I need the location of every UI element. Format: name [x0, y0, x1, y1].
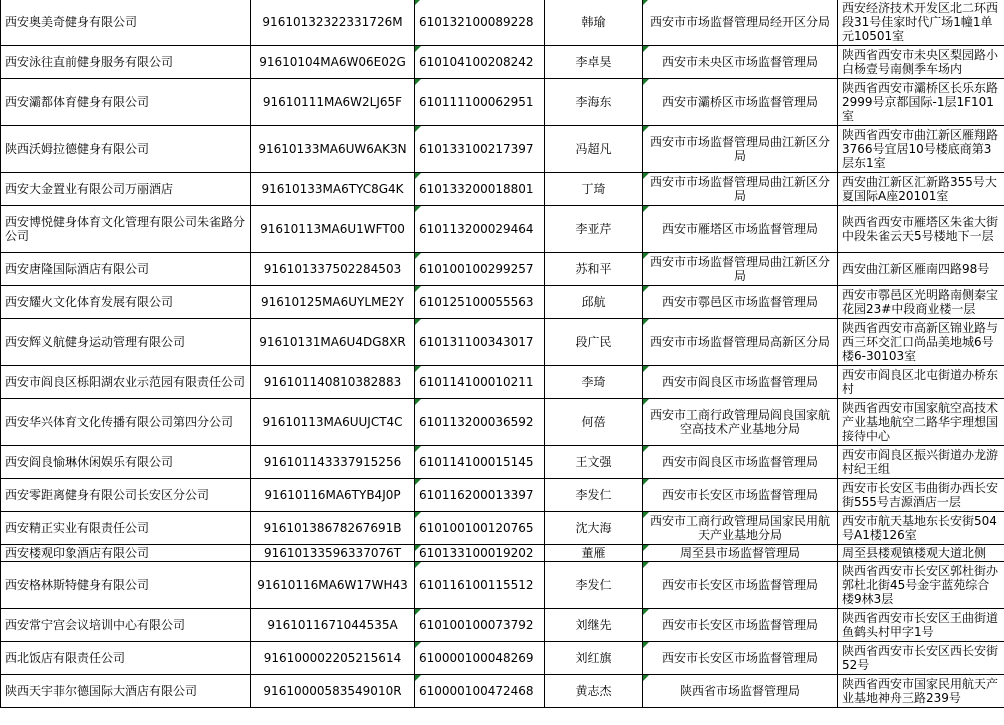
cell-legal-representative[interactable]: 董雁	[545, 545, 643, 562]
cell-registration-authority[interactable]: 西安市阎良区市场监督管理局	[643, 366, 838, 399]
cell-registration-number[interactable]: 610114100010211	[415, 366, 545, 399]
cell-credit-code[interactable]: 91610000583549010R	[251, 675, 415, 708]
cell-credit-code[interactable]: 9161011671044535A	[251, 609, 415, 642]
cell-credit-code[interactable]: 91610133MA6UW6AK3N	[251, 126, 415, 173]
cell-registration-number[interactable]: 610114100015145	[415, 446, 545, 479]
cell-credit-code[interactable]: 91610138678267691B	[251, 512, 415, 545]
cell-company-name[interactable]: 西安常宁宫会议培训中心有限公司	[1, 609, 251, 642]
cell-legal-representative[interactable]: 刘红旗	[545, 642, 643, 675]
cell-legal-representative[interactable]: 李发仁	[545, 562, 643, 609]
cell-company-name[interactable]: 陕西沃姆拉德健身有限公司	[1, 126, 251, 173]
cell-legal-representative[interactable]: 黄志杰	[545, 675, 643, 708]
cell-address[interactable]: 西安市长安区韦曲街办西长安街555号吉源酒店一层	[838, 479, 1004, 512]
cell-address[interactable]: 西安市鄠邑区光明路南侧秦宝花园23#中段商业楼一层	[838, 286, 1004, 319]
cell-registration-number[interactable]: 610133200018801	[415, 173, 545, 206]
cell-address[interactable]: 陕西省西安市曲江新区雁翔路3766号宜居10号楼底商第3层东1室	[838, 126, 1004, 173]
table-row	[1, 446, 1004, 479]
cell-credit-code[interactable]: 91610125MA6UYLME2Y	[251, 286, 415, 319]
cell-legal-representative[interactable]: 刘继先	[545, 609, 643, 642]
cell-address[interactable]: 周至县楼观镇楼观大道北侧	[838, 545, 1004, 562]
cell-address[interactable]: 陕西省西安市雁塔区朱雀大街中段朱雀云天5号楼地下一层	[838, 206, 1004, 253]
cell-registration-authority[interactable]: 西安市市场监督管理局高新区分局	[643, 319, 838, 366]
cell-legal-representative[interactable]: 段广民	[545, 319, 643, 366]
cell-company-name[interactable]: 陕西天宇菲尔德国际大酒店有限公司	[1, 675, 251, 708]
cell-legal-representative[interactable]: 李琦	[545, 366, 643, 399]
cell-registration-number[interactable]: 610125100055563	[415, 286, 545, 319]
cell-registration-authority[interactable]: 西安市长安区市场监督管理局	[643, 479, 838, 512]
cell-registration-number[interactable]: 610104100208242	[415, 46, 545, 79]
table-row	[1, 545, 1004, 562]
table-row	[1, 0, 1004, 46]
cell-registration-number[interactable]: 610132100089228	[415, 0, 545, 46]
cell-registration-number[interactable]: 610100100073792	[415, 609, 545, 642]
cell-company-name[interactable]: 西安零距离健身有限公司长安区分公司	[1, 479, 251, 512]
cell-address[interactable]: 陕西省西安市长安区王曲街道鱼鹤头村甲字1号	[838, 609, 1004, 642]
table-row	[1, 366, 1004, 399]
cell-registration-authority[interactable]: 西安市市场监督管理局曲江新区分局	[643, 253, 838, 286]
cell-registration-number[interactable]: 610131100343017	[415, 319, 545, 366]
table-row	[1, 609, 1004, 642]
cell-credit-code[interactable]: 91610111MA6W2LJ65F	[251, 79, 415, 126]
cell-address[interactable]: 陕西省西安市国家民用航天产业基地神舟三路239号	[838, 675, 1004, 708]
cell-legal-representative[interactable]: 王文强	[545, 446, 643, 479]
cell-company-name[interactable]: 西安楼观印象酒店有限公司	[1, 545, 251, 562]
cell-credit-code[interactable]: 91610113MA6U1WFT00	[251, 206, 415, 253]
table-row	[1, 319, 1004, 366]
cell-company-name[interactable]: 西安奥美奇健身有限公司	[1, 0, 251, 46]
cell-credit-code[interactable]: 916100002205215614	[251, 642, 415, 675]
table-row	[1, 46, 1004, 79]
cell-credit-code[interactable]: 91610132322331726M	[251, 0, 415, 46]
cell-legal-representative[interactable]: 李发仁	[545, 479, 643, 512]
cell-address[interactable]: 西安曲江新区汇新路355号大夏国际A座20101室	[838, 173, 1004, 206]
cell-registration-authority[interactable]: 西安市市场监督管理局曲江新区分局	[643, 173, 838, 206]
table-row	[1, 173, 1004, 206]
cell-credit-code[interactable]: 916101337502284503	[251, 253, 415, 286]
cell-legal-representative[interactable]: 何蓓	[545, 399, 643, 446]
cell-registration-authority[interactable]: 西安市长安区市场监督管理局	[643, 562, 838, 609]
cell-legal-representative[interactable]: 李卓昊	[545, 46, 643, 79]
cell-credit-code[interactable]: 91610133MA6TYC8G4K	[251, 173, 415, 206]
cell-registration-authority[interactable]: 周至县市场监督管理局	[643, 545, 838, 562]
cell-address[interactable]: 陕西省西安市高新区锦业路与西三环交汇口尚品美地城6号楼6-30103室	[838, 319, 1004, 366]
cell-registration-number[interactable]: 610116100115512	[415, 562, 545, 609]
table-row	[1, 642, 1004, 675]
cell-company-name[interactable]: 西北饭店有限责任公司	[1, 642, 251, 675]
cell-credit-code[interactable]: 91610116MA6TYB4J0P	[251, 479, 415, 512]
cell-address[interactable]: 西安市航天基地东长安街504号A1楼126室	[838, 512, 1004, 545]
table-row	[1, 79, 1004, 126]
cell-registration-authority[interactable]: 西安市市场监督管理局经开区分局	[643, 0, 838, 46]
cell-company-name[interactable]: 西安耀火文化体育发展有限公司	[1, 286, 251, 319]
cell-address[interactable]: 西安市阎良区北屯街道办桥东村	[838, 366, 1004, 399]
cell-credit-code[interactable]: 91610116MA6W17WH43	[251, 562, 415, 609]
cell-legal-representative[interactable]: 邱航	[545, 286, 643, 319]
cell-address[interactable]: 西安市阎良区振兴街道办龙游村纪王组	[838, 446, 1004, 479]
cell-credit-code[interactable]: 91610133596337076T	[251, 545, 415, 562]
table-body	[1, 0, 1004, 708]
cell-company-name[interactable]: 西安泳往直前健身服务有限公司	[1, 46, 251, 79]
cell-registration-authority[interactable]: 西安市雁塔区市场监督管理局	[643, 206, 838, 253]
cell-registration-authority[interactable]: 西安市长安区市场监督管理局	[643, 609, 838, 642]
table-row	[1, 126, 1004, 173]
cell-legal-representative[interactable]: 沈大海	[545, 512, 643, 545]
cell-legal-representative[interactable]: 韩瑜	[545, 0, 643, 46]
cell-registration-number[interactable]: 610000100048269	[415, 642, 545, 675]
cell-registration-number[interactable]: 610113200036592	[415, 399, 545, 446]
cell-company-name[interactable]: 西安博悦健身体育文化管理有限公司朱雀路分公司	[1, 206, 251, 253]
cell-registration-number[interactable]: 610100100120765	[415, 512, 545, 545]
cell-registration-number[interactable]: 610133100217397	[415, 126, 545, 173]
cell-registration-number[interactable]: 610113200029464	[415, 206, 545, 253]
cell-registration-authority[interactable]: 西安市长安区市场监督管理局	[643, 642, 838, 675]
cell-company-name[interactable]: 西安灞都体育健身有限公司	[1, 79, 251, 126]
cell-company-name[interactable]: 西安华兴体育文化传播有限公司第四分公司	[1, 399, 251, 446]
cell-registration-authority[interactable]: 西安市未央区市场监督管理局	[643, 46, 838, 79]
table-row	[1, 399, 1004, 446]
cell-registration-number[interactable]: 610111100062951	[415, 79, 545, 126]
cell-registration-authority[interactable]: 西安市灞桥区市场监督管理局	[643, 79, 838, 126]
cell-legal-representative[interactable]: 李亚芹	[545, 206, 643, 253]
table-row	[1, 675, 1004, 708]
cell-company-name[interactable]: 西安大金置业有限公司万丽酒店	[1, 173, 251, 206]
table-row	[1, 562, 1004, 609]
cell-address[interactable]: 西安曲江新区雁南四路98号	[838, 253, 1004, 286]
cell-address[interactable]: 陕西省西安市国家航空高技术产业基地航空二路华宇理想国接待中心	[838, 399, 1004, 446]
table-row	[1, 286, 1004, 319]
table-row	[1, 206, 1004, 253]
cell-company-name[interactable]: 西安辉义航健身运动管理有限公司	[1, 319, 251, 366]
cell-credit-code[interactable]: 916101143337915256	[251, 446, 415, 479]
cell-registration-number[interactable]: 610100100299257	[415, 253, 545, 286]
cell-credit-code[interactable]: 91610131MA6U4DG8XR	[251, 319, 415, 366]
cell-registration-authority[interactable]: 西安市鄠邑区市场监督管理局	[643, 286, 838, 319]
cell-company-name[interactable]: 西安格林斯特健身有限公司	[1, 562, 251, 609]
cell-company-name[interactable]: 西安阎良愉琳休闲娱乐有限公司	[1, 446, 251, 479]
cell-address[interactable]: 西安经济技术开发区北二环西段31号佳家时代广场1幢1单元10501室	[838, 0, 1004, 46]
cell-legal-representative[interactable]: 冯超凡	[545, 126, 643, 173]
cell-address[interactable]: 陕西省西安市长安区郭杜街办郭杜北街45号金宇蓝苑综合楼9林3层	[838, 562, 1004, 609]
cell-address[interactable]: 陕西省西安市未央区梨园路小白杨壹号南侧季车场内	[838, 46, 1004, 79]
table-row	[1, 479, 1004, 512]
cell-credit-code[interactable]: 916101140810382883	[251, 366, 415, 399]
cell-registration-authority[interactable]: 西安市市场监督管理局曲江新区分局	[643, 126, 838, 173]
cell-registration-authority[interactable]: 西安市阎良区市场监督管理局	[643, 446, 838, 479]
cell-registration-number[interactable]: 610133100019202	[415, 545, 545, 562]
cell-legal-representative[interactable]: 李海东	[545, 79, 643, 126]
cell-address[interactable]: 陕西省西安市灞桥区长乐东路2999号京都国际-1层1F101室	[838, 79, 1004, 126]
cell-credit-code[interactable]: 91610113MA6UUJCT4C	[251, 399, 415, 446]
cell-legal-representative[interactable]: 丁琦	[545, 173, 643, 206]
cell-address[interactable]: 陕西省西安市长安区西长安街52号	[838, 642, 1004, 675]
table-row	[1, 512, 1004, 545]
cell-registration-number[interactable]: 610000100472468	[415, 675, 545, 708]
cell-company-name[interactable]: 西安精正实业有限责任公司	[1, 512, 251, 545]
cell-legal-representative[interactable]: 苏和平	[545, 253, 643, 286]
cell-credit-code[interactable]: 91610104MA6W06E02G	[251, 46, 415, 79]
cell-company-name[interactable]: 西安唐隆国际酒店有限公司	[1, 253, 251, 286]
table-row	[1, 253, 1004, 286]
cell-registration-number[interactable]: 610116200013397	[415, 479, 545, 512]
cell-registration-authority[interactable]: 陕西省市场监督管理局	[643, 675, 838, 708]
cell-registration-authority[interactable]: 西安市工商行政管理局国家民用航天产业基地分局	[643, 512, 838, 545]
cell-company-name[interactable]: 西安市阎良区栎阳湖农业示范园有限责任公司	[1, 366, 251, 399]
cell-registration-authority[interactable]: 西安市工商行政管理局阎良国家航空高技术产业基地分局	[643, 399, 838, 446]
